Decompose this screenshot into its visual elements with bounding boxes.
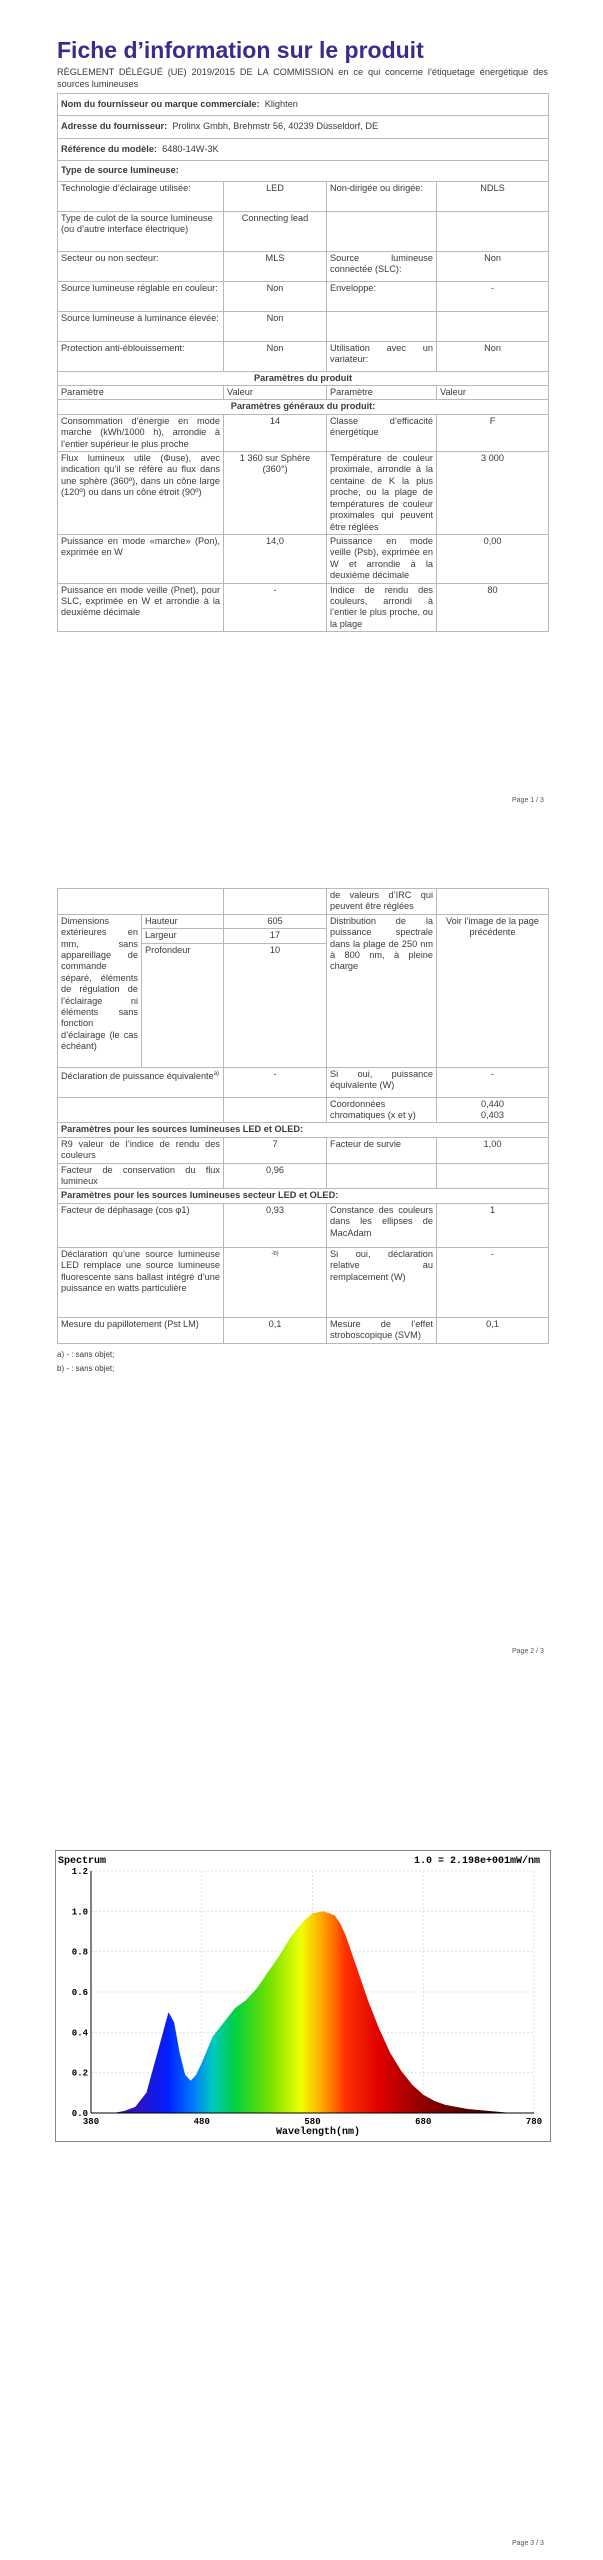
dimensions-label: Dimensions extérieures en mm, sans appareillage de commande séparé, éléments de régulation de l’éclairage ni éléments sans fonction d’éclairage (le cas échéant) <box>58 914 142 1067</box>
info-table <box>57 93 549 632</box>
col-header-param-2: Paramètre <box>327 386 437 400</box>
equivalent-power-value: - <box>224 1067 327 1097</box>
pnet-row <box>58 583 549 632</box>
general-heading: Paramètres généraux du produit: <box>58 400 549 414</box>
mains-value: MLS <box>224 251 327 281</box>
type-heading: Type de source lumineuse: <box>58 161 549 181</box>
envelope-value: - <box>437 281 549 311</box>
footnote-marker-a: a) <box>213 1070 220 1077</box>
tunable-row <box>58 281 549 311</box>
replacement-w-label: Si oui, déclaration relative au remplacement (W) <box>327 1247 437 1317</box>
ee-class-label: Classe d’efficacité énergétique <box>327 414 437 451</box>
mains-led-heading-row <box>58 1189 549 1203</box>
page-number: Page 3 / 3 <box>512 2540 544 2547</box>
spectrum-plot <box>56 1851 550 2141</box>
page-1 <box>0 0 603 830</box>
cap-label <box>58 211 224 251</box>
model-row <box>58 138 549 160</box>
lumen-maintenance-row <box>58 1163 549 1189</box>
scale-note: 1.0 = 2.198e+001mW/nm <box>413 1856 540 1867</box>
equivalent-power-w-label: Si oui, puissance équivalente (W) <box>327 1067 437 1097</box>
depth-value: 10 <box>224 943 327 1067</box>
dimmer-value: Non <box>437 341 549 371</box>
equivalent-power-w-value: - <box>437 1067 549 1097</box>
y-tick-label: 0.4 <box>71 2028 88 2039</box>
mains-label: Secteur ou non secteur: <box>58 251 224 281</box>
x-tick-label: 580 <box>304 2117 321 2127</box>
flicker-label: Mesure du papillotement (Pst LM) <box>58 1317 224 1343</box>
chromaticity-value <box>437 1097 549 1123</box>
nondirectional-value: NDLS <box>437 181 549 211</box>
r9-row <box>58 1137 549 1163</box>
equivalent-power-row <box>58 1067 549 1097</box>
envelope-label: Enveloppe: <box>327 281 437 311</box>
empty-cell <box>327 1163 437 1189</box>
depth-label: Profondeur <box>142 943 224 1067</box>
column-header-row <box>58 386 549 400</box>
y-tick-label: 1.2 <box>71 1867 88 1877</box>
empty-cell <box>224 889 327 915</box>
col-header-value: Valeur <box>224 386 327 400</box>
mains-led-heading: Paramètres pour les sources lumineuses secteur LED et OLED: <box>58 1189 549 1203</box>
flux-label: Flux lumineux utile (Φuse), avec indication qu’il se réfère au flux dans une sphère (360º), dans un cône large (120º) ou dans un cône étroit (90º) <box>58 452 224 535</box>
macadam-label: Constance des couleurs dans les ellipses de MacAdam <box>327 1203 437 1247</box>
power-factor-label: Facteur de déphasage (cos φ1) <box>58 1203 224 1247</box>
cri-value: 80 <box>437 583 549 632</box>
model-label: Référence du modèle: <box>61 143 157 154</box>
energy-row <box>58 414 549 451</box>
cls-value: Non <box>437 251 549 281</box>
glare-label: Protection anti-éblouissement: <box>58 341 224 371</box>
y-tick-label: 0.6 <box>71 1988 88 1998</box>
page-1-content <box>57 36 548 632</box>
led-heading: Paramètres pour les sources lumineuses LED et OLED: <box>58 1123 549 1137</box>
cri-label: Indice de rendu des couleurs, arrondi à l’entier le plus proche, ou la plage <box>327 583 437 632</box>
width-value: 17 <box>224 929 327 943</box>
cap-value: Connecting lead <box>224 211 327 251</box>
energy-label: Consommation d’énergie en mode marche (kWh/1000 h), arrondie à l’entier supérieur le plus proche <box>58 414 224 451</box>
equivalent-power-text: Déclaration de puissance équivalente <box>61 1070 214 1081</box>
empty-cell <box>437 889 549 915</box>
spectrum-title: Spectrum <box>58 1856 107 1867</box>
supplier-row <box>58 94 549 116</box>
replacement-row <box>58 1247 549 1317</box>
empty-cell <box>437 1163 549 1189</box>
glare-value: Non <box>224 341 327 371</box>
x-tick-label: 780 <box>525 2117 543 2127</box>
regulation-text: RÈGLEMENT DÉLÉGUÉ (UE) 2019/2015 DE LA COMMISSION en ce qui concerne l’étiquetage énergétique des sources lumineuses <box>57 67 548 89</box>
chromaticity-label: Coordonnées chromatiques (x et y) <box>327 1097 437 1123</box>
ee-class-value: F <box>437 414 549 451</box>
x-tick-label: 380 <box>82 2117 100 2127</box>
energy-value: 14 <box>224 414 327 451</box>
r9-value: 7 <box>224 1137 327 1163</box>
power-factor-row <box>58 1203 549 1247</box>
chromaticity-x: 0,440 <box>481 1098 504 1109</box>
stroboscopic-label: Mesure de l’effet stroboscopique (SVM) <box>327 1317 437 1343</box>
empty-cell <box>437 211 549 251</box>
y-tick-label: 0.2 <box>71 2068 88 2079</box>
tech-value: LED <box>224 181 327 211</box>
page-title: Fiche d’information sur le produit <box>57 37 424 63</box>
power-factor-value: 0,93 <box>224 1203 327 1247</box>
flux-value: 1 360 sur Sphère (360°) <box>224 452 327 535</box>
col-header-param: Paramètre <box>58 386 224 400</box>
pon-label: Puissance en mode «marche» (Pon), exprimée en W <box>58 534 224 583</box>
page-2 <box>0 880 603 1700</box>
footnote-b: b) - : sans objet; <box>57 1363 115 1373</box>
x-tick-label: 480 <box>193 2117 210 2127</box>
type-heading-row <box>58 161 549 181</box>
power-row <box>58 534 549 583</box>
empty-cell <box>327 311 437 341</box>
y-tick-label: 0.0 <box>71 2109 88 2119</box>
high-luminance-row <box>58 311 549 341</box>
high-luminance-value: Non <box>224 311 327 341</box>
height-row <box>58 914 549 928</box>
tunable-value: Non <box>224 281 327 311</box>
col-header-value-2: Valeur <box>437 386 549 400</box>
page-number: Page 1 / 3 <box>512 797 544 804</box>
cap-label-main: Type de culot de la source lumineuse <box>61 212 213 223</box>
glare-row <box>58 341 549 371</box>
spectrum-area <box>91 1911 534 2113</box>
r9-label: R9 valeur de l’indice de rendu des couleurs <box>58 1137 224 1163</box>
spectrum-chart <box>55 1850 551 2142</box>
pnet-label: Puissance en mode veille (Pnet), pour SLC, exprimée en W et arrondie à la deuxième décimale <box>58 583 224 632</box>
lumen-maintenance-label: Facteur de conservation du flux lumineux <box>58 1163 224 1189</box>
stroboscopic-value: 0,1 <box>437 1317 549 1343</box>
flicker-row <box>58 1317 549 1343</box>
address-value: Prolinx Gmbh, Brehmstr 56, 40239 Düsseldorf, DE <box>172 121 379 132</box>
model-value: 6480-14W-3K <box>162 143 219 154</box>
replacement-value: -b) <box>224 1247 327 1317</box>
height-value: 605 <box>224 914 327 928</box>
empty-cell <box>58 889 224 915</box>
chromaticity-row <box>58 1097 549 1123</box>
flicker-value: 0,1 <box>224 1317 327 1343</box>
address-label: Adresse du fournisseur: <box>61 121 168 132</box>
led-heading-row <box>58 1123 549 1137</box>
cap-label-sub: (ou d’autre interface électrique) <box>61 224 189 235</box>
spd-label: Distribution de la puissance spectrale dans la plage de 250 nm à 800 nm, à pleine charge <box>327 914 437 1067</box>
cri-label-continued: de valeurs d’IRC qui peuvent être réglées <box>327 889 437 915</box>
tech-label: Technologie d’éclairage utilisée: <box>58 181 224 211</box>
mains-row <box>58 251 549 281</box>
pnet-value: - <box>224 583 327 632</box>
empty-cell <box>224 1097 327 1123</box>
width-label: Largeur <box>142 929 224 943</box>
empty-cell <box>58 1097 224 1123</box>
pon-value: 14,0 <box>224 534 327 583</box>
cap-row <box>58 211 549 251</box>
high-luminance-label: Source lumineuse à luminance élevée: <box>58 311 224 341</box>
nondirectional-label: Non-dirigée ou dirigée: <box>327 181 437 211</box>
y-tick-label: 0.8 <box>71 1947 88 1958</box>
replacement-w-value: - <box>437 1247 549 1317</box>
x-tick-label: 680 <box>415 2117 432 2127</box>
y-tick-label: 1.0 <box>71 1907 88 1918</box>
spd-value: Voir l’image de la page précédente <box>437 914 549 1067</box>
x-axis-label: Wavelength(nm) <box>275 2127 361 2138</box>
supplier-value: Klighten <box>264 99 298 109</box>
params-heading: Paramètres du produit <box>58 371 549 385</box>
general-heading-row <box>58 400 549 414</box>
footnote-a: a) - : sans objet; <box>57 1349 115 1359</box>
psb-label: Puissance en mode veille (Psb), exprimée en W et arrondie à la deuxième décimale <box>327 534 437 583</box>
survival-value: 1,00 <box>437 1137 549 1163</box>
survival-label: Facteur de survie <box>327 1137 437 1163</box>
params-heading-row <box>58 371 549 385</box>
tunable-label: Source lumineuse réglable en couleur: <box>58 281 224 311</box>
info-table-continued <box>57 888 549 1344</box>
height-label: Hauteur <box>142 914 224 928</box>
page-3 <box>0 1820 603 2560</box>
equivalent-power-label <box>58 1067 224 1097</box>
chromaticity-y: 0,403 <box>481 1110 504 1121</box>
empty-cell <box>327 211 437 251</box>
tech-row <box>58 181 549 211</box>
supplier-label: Nom du fournisseur ou marque commerciale: <box>61 99 260 109</box>
cct-label: Température de couleur proximale, arrondie à la centaine de K la plus proche, ou la plage de températures de couleur proximales qui peuvent être réglées <box>327 452 437 535</box>
flux-row <box>58 452 549 535</box>
lumen-maintenance-value: 0,96 <box>224 1163 327 1189</box>
empty-cell <box>437 311 549 341</box>
replacement-label: Déclaration qu’une source lumineuse LED remplace une source lumineuse fluorescente sans ballast intégré d’une puissance en watts particulière <box>58 1247 224 1317</box>
cls-label: Source lumineuse connectée (SLC): <box>327 251 437 281</box>
macadam-value: 1 <box>437 1203 549 1247</box>
psb-value: 0,00 <box>437 534 549 583</box>
dimmer-label: Utilisation avec un variateur: <box>327 341 437 371</box>
page-2-content <box>57 888 548 1376</box>
address-row <box>58 116 549 138</box>
page-number: Page 2 / 3 <box>512 1648 544 1655</box>
cct-value: 3 000 <box>437 452 549 535</box>
cri-continued-row <box>58 889 549 915</box>
